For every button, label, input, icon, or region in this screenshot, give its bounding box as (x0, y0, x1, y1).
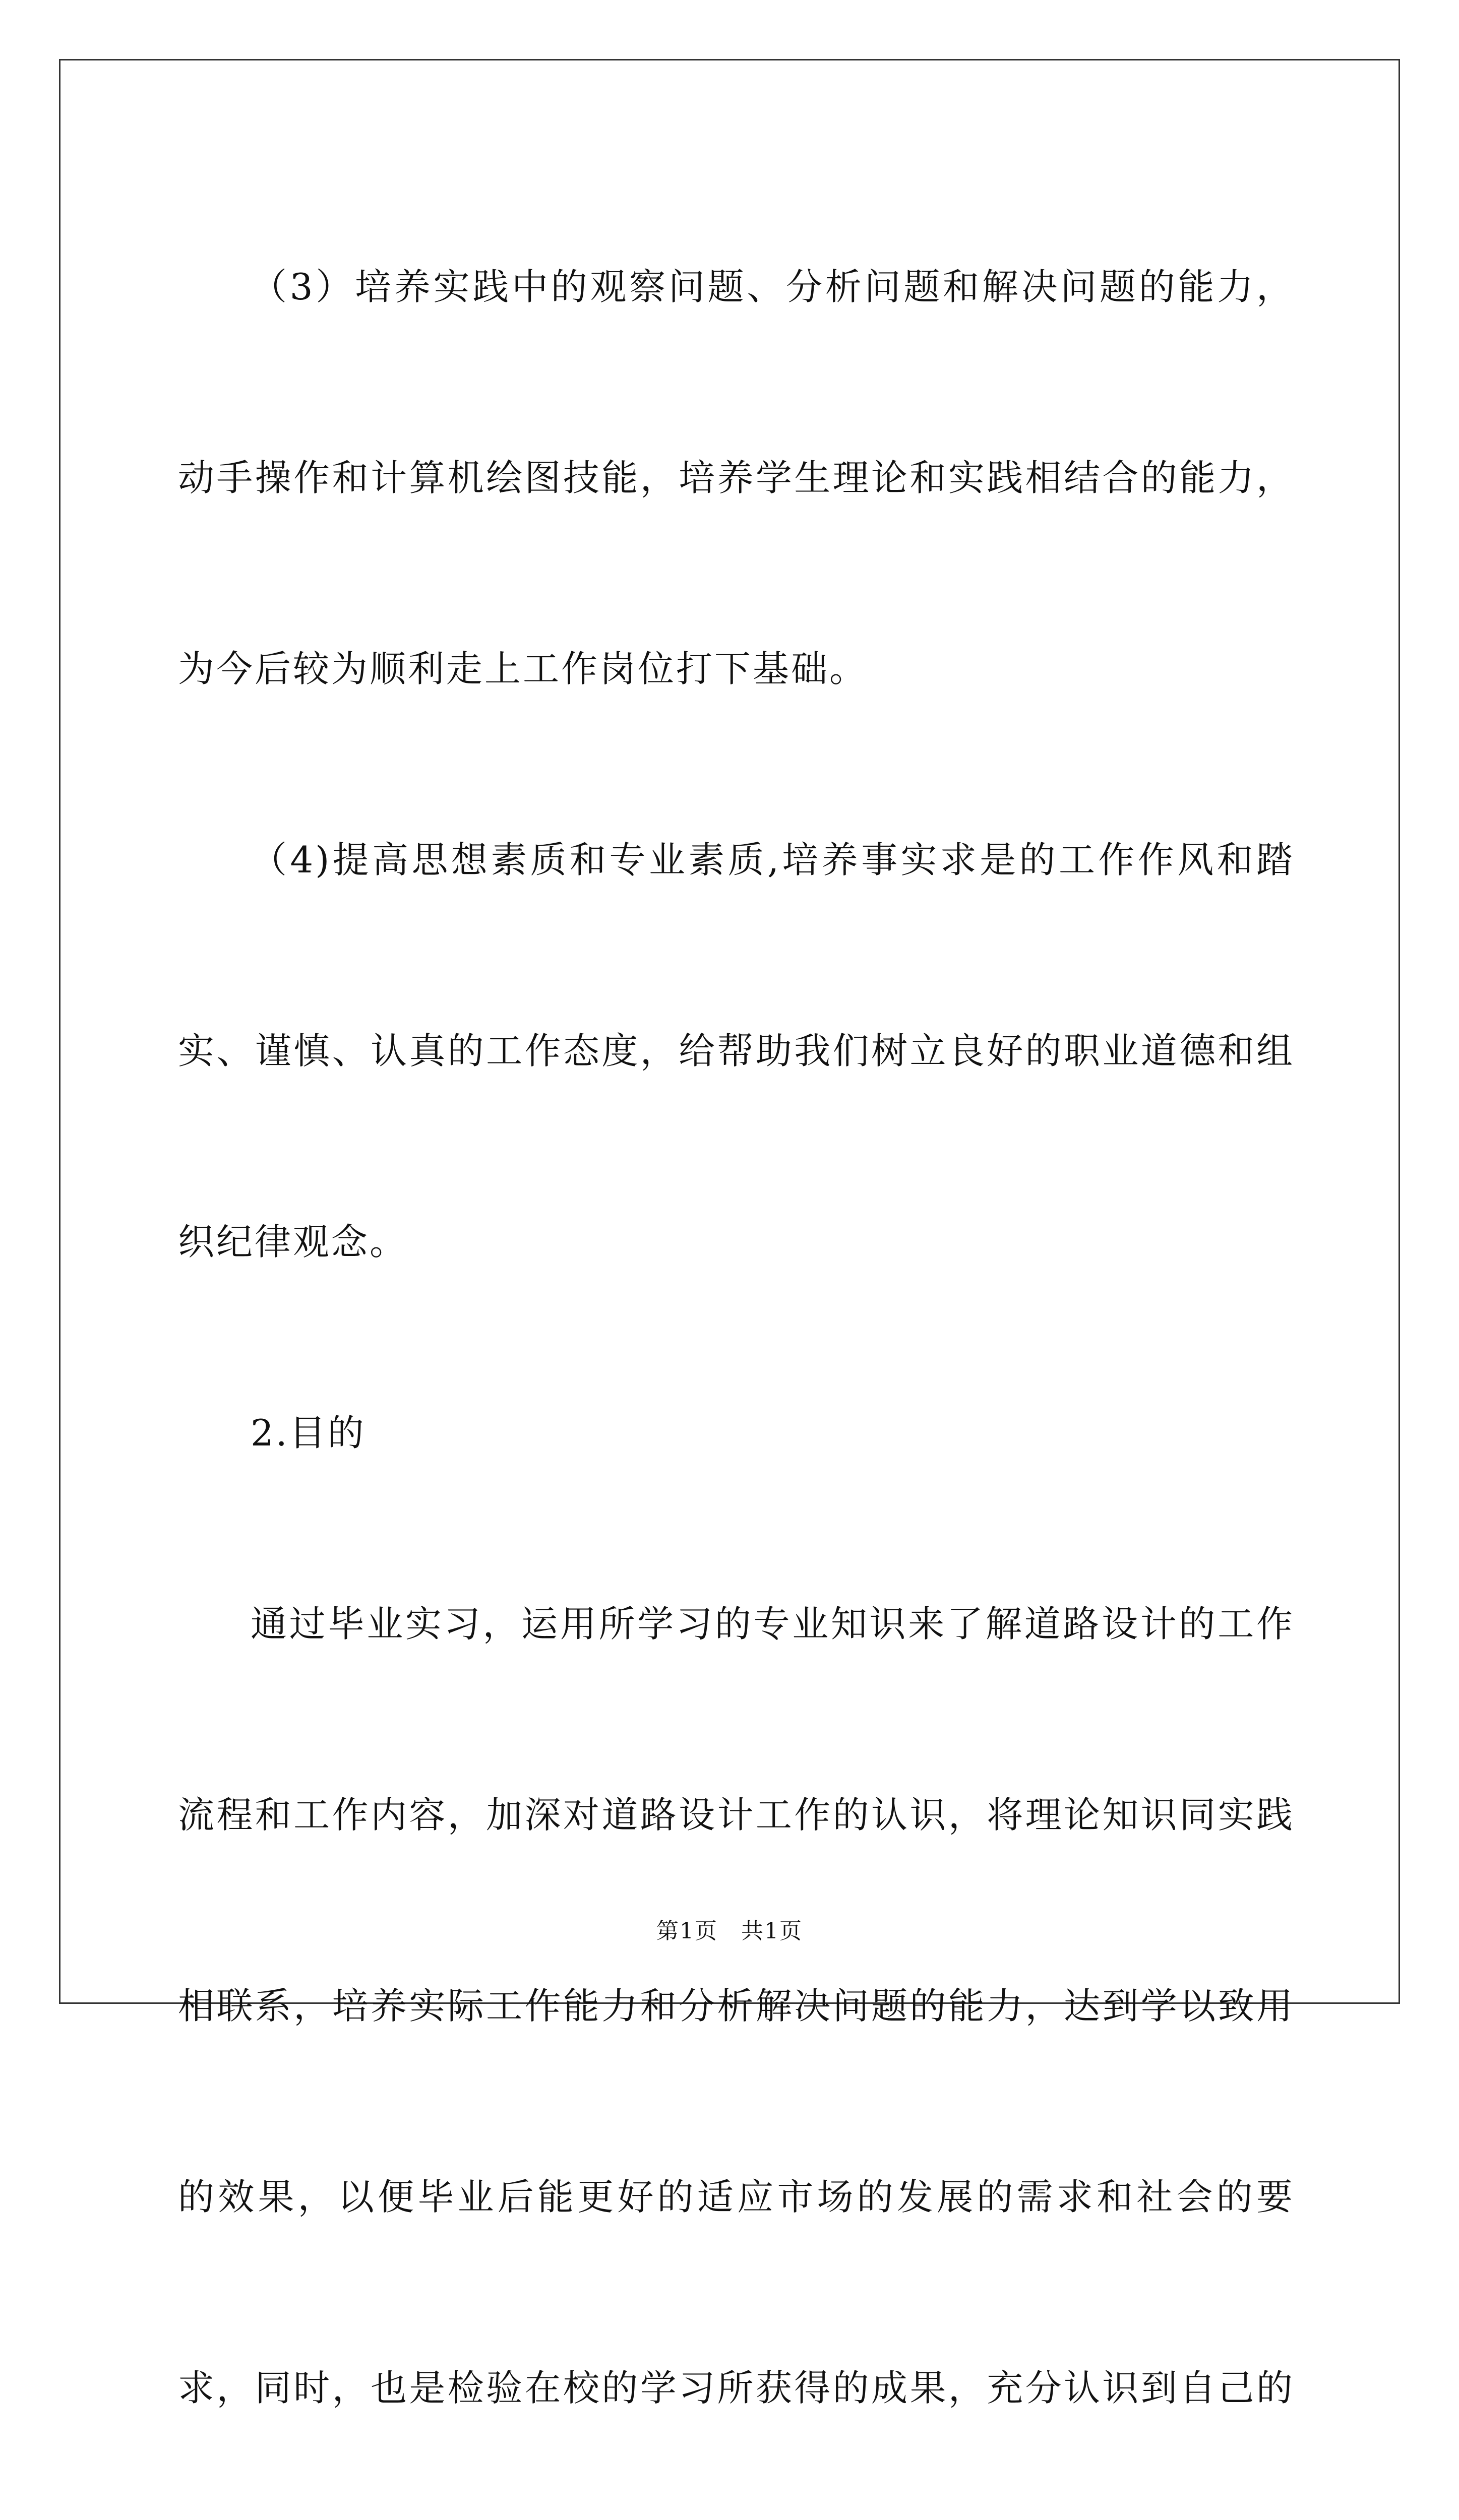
section-heading-purpose: 2.目的 (251, 1412, 366, 1454)
page-number-footer: 第1页 共1页 (656, 1918, 803, 1944)
paragraph-quality-improvement: （4)提高思想素质和专业素质,培养事实求是的工作作风和踏实、谨慎、认真的工作态度，给帮助我们树立良好的职业道德和组织纪律观念。 (178, 839, 1295, 1263)
paragraph-purpose: 通过毕业实习，运用所学习的专业知识来了解道路设计的工作流程和工作内容，加深对道路设计工作的认识，将理论知识同实践相联系，培养实际工作能力和分析解决问题的能力，达到学以致用的效果，以便毕业后能更好的适应市场的发展的需求和社会的要求，同时，也是检验在校的学习所获得的成果，充分认识到自己的 (178, 1603, 1295, 2409)
paragraph-training-practice: （3）培养实践中的观察问题、分析问题和解决问题的能力，动手操作和计算机绘图技能，培养学生理论和实践相结合的能力，为今后较为顺利走上工作岗位打下基础。 (178, 266, 1295, 690)
document-body (178, 192, 1295, 2520)
